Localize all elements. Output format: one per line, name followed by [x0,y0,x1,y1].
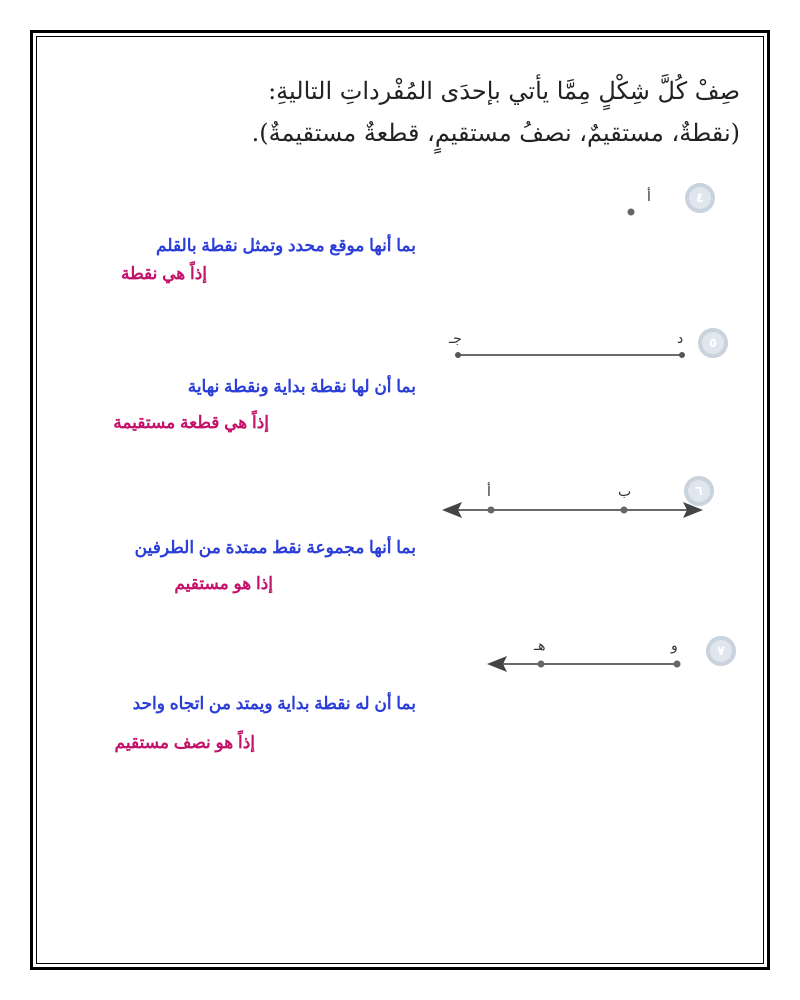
ray-point-h [538,661,545,668]
answer-conclusion: إذاً هو نصف مستقيم [114,733,255,752]
item-number-badge [684,476,714,506]
item-number: ٦ [695,483,703,499]
answer-conclusion: إذاً هي قطعة مستقيمة [113,413,269,432]
segment-endpoint-right [679,352,685,358]
point-a [628,209,635,216]
answer-conclusion: إذاً هي نقطة [121,264,207,283]
line-point-a [488,507,495,514]
answer-conclusion: إذا هو مستقيم [174,574,273,593]
answer-reason: بما أن لها نقطة بداية ونقطة نهاية [187,377,416,396]
item-number: ٥ [709,335,717,351]
answer-reason: بما أنها موقع محدد وتمثل نقطة بالقلم [156,236,416,255]
answer-reason: بما أنها مجموعة نقط ممتدة من الطرفين [134,538,416,557]
segment-label-left: جـ [449,331,462,347]
ray-label-w: و [671,638,678,654]
ray-endpoint-w [674,661,681,668]
item-number-badge [698,328,728,358]
question-line-1: صِفْ كُلَّ شِكْلٍ مِمَّا يأتي بإحدَى المُفْرداتِ التاليةِ: [268,77,740,105]
item-number: ٤ [696,190,704,206]
segment-endpoint-left [455,352,461,358]
line-point-b [621,507,628,514]
line-label-b: ب [618,484,632,500]
item-number-badge [706,636,736,666]
answer-reason: بما أن له نقطة بداية ويمتد من اتجاه واحد [132,694,416,713]
line-label-a: أ [487,484,491,500]
point-label: أ [647,189,651,205]
segment-label-right: د [677,331,684,347]
item-number: ٧ [717,643,725,659]
ray-label-h: هـ [534,638,546,654]
question-line-2: (نقطةٌ، مستقيمٌ، نصفُ مستقيمٍ، قطعةٌ مستقيمةٌ). [251,119,740,147]
item-number-badge [685,183,715,213]
